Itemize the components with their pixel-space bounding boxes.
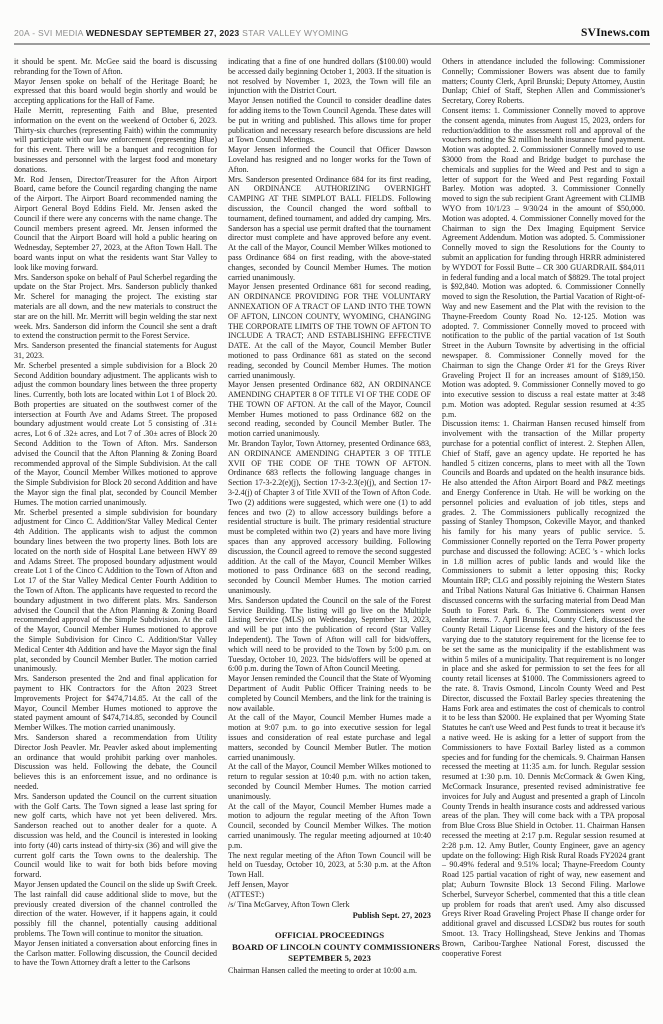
paragraph: Mrs. Sanderson presented the financial statements for August 31, 2023. [14, 341, 217, 360]
paragraph: Mrs. Sanderson presented Ordinance 684 for its first reading, AN ORDINANCE AUTHORIZING OVERNIGHT CAMPING AT THE SIMPLOT BALL FIELDS. Following discussion, the Council changed the word softball to tournament, defined tournament, and added dry camping. Mrs. Sanderson has a special use permit drafted that the tournament director must complete and have approved before any event. At the call of the Mayor, Council Member Wilkes motioned to pass Ordinance 684 on first reading, with the above-stated changes, seconded by Council Member Humes. The motion carried unanimously. [228, 174, 431, 282]
paragraph: it should be spent. Mr. McGee said the board is discussing rebranding for the Town of Afton. [14, 57, 217, 76]
paragraph: indicating that a fine of one hundred dollars ($100.00) would be accessed daily beginning October 1, 2003. If the situation is not resolved by November 1, 2023, the Town will file an injunction with the District Court. [228, 57, 431, 96]
paragraph: Mayor Jensen presented Ordinance 681 for second reading, AN ORDINANCE PROVIDING FOR THE VOLUNTARY ANNEXATION OF A TRACT OF LAND INTO THE TOWN OF AFTON, LINCON COUNTY, WYOMING, CHANGING THE CORPORATE LIMITS OF THE TOWN OF AFTON TO INCLUDE A TRACT; AND ESTABLISHING EFFECTIVE DATE. At the call of the Mayor, Council Member Butler motioned to pass Ordinance 681 as stated on the second reading, seconded by Council Member Humes. The motion carried unanimously. [228, 282, 431, 380]
paragraph: Consent items: 1. Commissioner Connelly moved to approve the consent agenda, minutes from August 15, 2023, orders for reduction/addition to the assessment roll and approval of the vouchers noting the $2 million health insurance fund payment. Motion was adopted. 2. Commissioner Connelly moved to use $3000 from the Road and Bridge budget to purchase the chemicals and supplies for the Weed and Pest and to sign a letter of support for the Weed and Pest regarding Foxtail Barley. Motion was adopted. 3. Commissioner Connelly moved to sign the sub recipient Grant Agreement with CLIMB WYO from 10/1/23 – 9/30/24 in the amount of $50,000. Motion was adopted. 4. Commissioner Connelly moved for the Chairman to sign the Dex Imaging Equipment Service Agreement Addendum. Motion was adopted. 5. Commissioner Connelly moved to sign the Resolutions for the County to submit an application for funding through HRRR administered by WYDOT for Fossil Butte – CR 300 GUARDRAIL $84,011 in federal funding and a local match of $8829. The total project is $92,840. Motion was adopted. 6. Commissioner Connelly moved to sign the Resolution, the Partial Vacation of Right-of-Way and new Easement and the Plat with the revision to the Thayne-Freedom County Road No. 12-125. Motion was adopted. 7. Commissioner Connelly moved to proceed with notification to the public of the partial vacation of 1st South Street in the Auburn Townsite by advertising in the official newspaper. 8. Commissioner Connelly moved for the Chairman to sign the Change Order #1 for the Greys River Graveling Project II for an increases amount of $189,150. Motion was adopted. 9. Commissioner Connelly moved to go into executive session to discuss a real estate matter at 3:48 p.m. Motion was adopted. Regular session resumed at 4:35 p.m. [442, 105, 645, 419]
paragraph: At the call of the Mayor, Council Member Humes made a motion to adjourn the regular meeting of the Afton Town Council, seconded by Council Member Wilkes. The motion carried unanimously. The regular meeting adjourned at 10:40 p.m. [228, 801, 431, 850]
paragraph: Mayor Jensen reminded the Council that the State of Wyoming Department of Audit Public Officer Training needs to be completed by Council Members, and the link for the training is now available. [228, 674, 431, 713]
website-label: SVInews.com [581, 27, 650, 39]
paragraph: Mr. Rod Jensen, Director/Treasurer for the Afton Airport Board, came before the Council regarding changing the name of the Airport. The Airport Board recommended naming the Airport General Boyd Eddins Field. Mr. Jensen asked the Council if there were any concerns with the name change. The Council members present agreed. Mr. Jensen informed the Council that the Airport Board will hold a public hearing on Wednesday, September 27, 2023, at the Afton Town Hall. The board wants input on what the residents want Star Valley to look like moving forward. [14, 174, 217, 272]
heading-line-2: BOARD OF LINCOLN COUNTY COMMISSIONERS [232, 941, 441, 952]
paragraph: Mr. Scherbel presented a simple subdivision for a Block 20 Second Addition boundary adjustment. The applicants wish to adjust the common boundary lines between the three property lines. Currently, both lots are located within Lot 1 of Block 20. Both properties are situated on the southwest corner of the intersection at Fourth Ave and Adams Street. The proposed boundary adjustment would create Lot 5 consisting of .31± acres, Lot 6 of .32± acres, and Lot 7 of .30± acres of Block 20 Second Addition to the Town of Afton. Mrs. Sanderson advised the Council that the Afton Planning & Zoning Board recommended approval of the Simple Subdivision. At the call of the Mayor, Council Member Wilkes motioned to approve the Simple Subdivision for Block 20 second Addition and have the Mayor sign the final plat, seconded by Council Member Humes. The motion carried unanimously. [14, 360, 217, 507]
signature-mayor: Jeff Jensen, Mayor [228, 879, 289, 889]
signature-clerk: /s/ Tina McGarvey, Afton Town Clerk [228, 899, 350, 909]
article-columns [14, 57, 650, 976]
heading-line-1: OFFICIAL PROCEEDINGS [274, 930, 385, 941]
masthead [14, 27, 650, 43]
paragraph: Chairman Hansen called the meeting to order at 10:00 a.m. [228, 966, 418, 976]
news-column-3 [442, 57, 645, 976]
paragraph: Haile Merritt, representing Faith and Blue, presented information on the event on the weekend of October 6, 2023. Thirty-six churches (representing Faith) within the community will participate with our law enforcement (representing Blue) for this event. There will be a banquet and recognition for businesses and personnel with the largest food and monetary donations. [14, 105, 217, 174]
paragraph: Mayor Jensen initiated a conversation about enforcing fines in the Carlson matter. Following discussion, the Council decided to have the Town Attorney draft a letter to the Carlsons [14, 938, 217, 968]
paragraph: Mrs. Sanderson presented the 2nd and final application for payment to HK Contractors for the Afton 2023 Street Improvements Project for $474,714.85. At the call of the Mayor, Council Member Humes motioned to approve the stated payment amount of $474,714.85, seconded by Council Member Wilkes. The motion carried unanimously. [14, 674, 217, 733]
paragraph: Mrs. Sanderson updated the Council on the sale of the Forest Service Building. The listing will go live on the Multiple Listing Service (MLS) on Wednesday, September 13, 2023, and will be put into the publication of record (Star Valley Independent). The Town of Afton will call for bids/offers, which will need to be provided to the Town by 5:00 p.m. on Tuesday, October 10, 2023. The bids/offers will be opened at 6:00 p.m. during the Town of Afton Council Meeting. [228, 595, 431, 674]
masthead-left [14, 28, 349, 38]
paragraph: Mayor Jensen notified the Council to consider deadline dates for adding items to the Town Council Agenda. These dates will be put in writing and published. This allows time for proper publication and necessary research before discussions are held at Town Council Meetings. [228, 96, 431, 145]
paragraph: Mr. Scherbel presented a simple subdivision for boundary adjustment for Cinco C. Addition/Star Valley Medical Center 4th Addition. The applicants wish to adjust the common boundary lines between the two property lines. Both lots are located on the north side of Hospital Lane between HWY 89 and Adams Street. The proposed boundary adjustment would create Lot 1 of the Cinco C Addition to the Town of Afton and Lot 17 of the Star Valley Medical Center Fourth Addition to the Town of Afton. The applicants have requested to record the boundary adjustment in two different plats. Mrs. Sanderson advised the Council that the Afton Planning & Zoning Board recommended approval of the Simple Subdivision. At the call of the Mayor, Council Member Humes motioned to approve the Simple Subdivision for Cinco C. Addition/Star Valley Medical Center 4th Addition and have the Mayor sign the final plat, seconded by Council Member Butler. The motion carried unanimously. [14, 507, 217, 674]
paragraph: Mr. Brandon Taylor, Town Attorney, presented Ordinance 683, AN ORDINANCE AMENDING CHAPTER 3 OF TITLE XVII OF THE CODE OF THE TOWN OF AFTON. Ordinance 683 reflects the following language changes in Section 17-3-2.2(e)(j), Section 17-3-2.3(e)(j), and Section 17-3-2.4(j) of Chapter 3 of Title XVII of the Town of Afton Code. Two (2) additions were suggested, which were one (1) to add fences and two (2) to allow accessory buildings before a residential structure is built. The primary residential structure must be completed within two (2) years and have more living spaces than any approved accessory building. Following discussion, the Council agreed to remove the second suggested addition. At the call of the Mayor, Council Member Wilkes motioned to pass Ordinance 683 on the second reading, seconded by Council Member Humes. The motion carried unanimously. [228, 439, 431, 596]
paragraph: Others in attendance included the following: Commissioner Connelly; Commissioner Bowers was absent due to family matters; County Clerk, April Brunski; Deputy Attorney, Austin Dunlap; Chief of Staff, Stephen Allen and Commissioner's Secretary, Corey Roberts. [442, 57, 645, 106]
news-column-1 [14, 57, 217, 976]
paragraph: Mayor Jensen presented Ordinance 682, AN ORDINANCE AMENDING CHAPTER 8 OF TITLE VI OF THE CODE OF THE TOWN OF AFTON. At the call of the Mayor, Council Member Humes motioned to pass Ordinance 682 on the second reading, seconded by Council Member Butler. The motion carried unanimously. [228, 380, 431, 439]
paragraph: At the call of the Mayor, Council Member Humes made a motion at 9:07 p.m. to go into executive session for legal issues and consideration of real estate purchase and legal matters, seconded by Council Member Butler. The motion carried unanimously. [228, 713, 431, 762]
paragraph: Mayor Jensen spoke on behalf of the Heritage Board; he expressed that this board would begin shortly and would be accepting applications for the Hall of Fame. [14, 76, 217, 106]
paragraph: Mayor Jensen informed the Council that Officer Dawson Loveland has resigned and no longer works for the Town of Afton. [228, 145, 431, 174]
paragraph: Mayor Jensen updated the Council on the slide up Swift Creek. The last rainfall did cause additional slide to move, but the previously created diversion of the channel controlled the direction of the water. However, if it happens again, it could possibly fill the channel, potentially causing additional problems. The Town will continue to monitor the situation. [14, 879, 217, 938]
paragraph: Mrs. Sanderson spoke on behalf of Paul Scherbel regarding the update on the Star Project. Mrs. Sanderson publicly thanked Mr. Scherel for managing the project. The existing star materials are all down, and the new materials to construct the star are on the hill. Mr. Merritt will begin welding the star next week. Mrs. Sanderson did inform the Council she sent a draft to extend the construction permit to the Forest Service. [14, 272, 217, 341]
official-proceedings-heading [232, 930, 441, 964]
news-column-2 [228, 57, 441, 976]
page-label: 20A - SVI MEDIA [14, 28, 84, 38]
paragraph: Mrs. Sanderson shared a recommendation from Utility Director Josh Peavler. Mr. Peavler asked about implementing an ordinance that would prohibit parking over manholes. Discussion was held. Following the debate, the Council believes this is an enforcement issue, and no ordinance is needed. [14, 732, 217, 791]
publish-date-line: Publish Sept. 27, 2023 [352, 911, 431, 921]
issue-date: WEDNESDAY SEPTEMBER 27, 2023 [85, 28, 240, 38]
paragraph: Discussion items: 1. Chairman Hansen recused himself from involvement with the transaction of the Millar property purchase for a potential conflict of interest. 2. Stephen Allen, Chief of Staff, gave an agency update. He reported he has handled 5 citizen concerns, plans to meet with all the Town Councils and Boards and updated on the health insurance bids. He also attended the Afton Airport Board and P&Z meetings and Energy Conference in Utah. He will be working on the personnel policies and evaluation of job titles, steps and grades. 2. The Commissioners publically recognized the passing of Stanley Thompson, Cokeville Mayor, and thanked his family for his many years of public service. 5. Commissioner Connelly reported on the Terra Power property purchase and discussed the following: ACEC 's - which locks in 1.8 million acres of public lands and would like the Commissioners to submit a letter opposing this; Rocky Mountain IRP; CLG and possibly rejoining the Western States and Tribal Nations Natural Gas Initiative 6. Chairman Hansen discussed concerns with the surfacing material from Dead Man South to Forest Park. 6. The Commissioners went over calendar items. 7. April Brunski, County Clerk, discussed the County Retail Liquor License fees and the history of the fees varying due to the statutory requirement for the license fee to be set the same as the municipality if the establishment was within 5 miles of a municipality. That requirement is no longer in place and she asked for permission to set the fees for all county retail licenses at $1000. The Commissioners agreed to the rate. 8. Travis Osmond, Lincoln County Weed and Pest Director, discussed the Foxtail Barley species threatening the Hams Fork area and estimates the cost of chemicals to control it to be less than $2000. He explained that per Wyoming State Statutes he can't use Weed and Pest funds to treat it because it's a native weed. He is asking for a letter of support from the Commissioners to have Foxtail Barley listed as a common species and for funding for the chemicals. 9. Chairman Hansen recessed the meeting at 11:35 a.m. for lunch. Regular session resumed at 1:30 p.m. 10. Dennis McCormack & Gwen King, McCormack Insurance, presented revised administrative fee invoices for July and August and presented a graph of Lincoln County Trends in health insurance costs and addressed various areas of the plan. They will come back with a TPA proposal from Blue Cross Blue Shield in October. 11. Chairman Hansen recessed the meeting at 2:17 p.m. Regular session resumed at 2:28 p.m. 12. Amy Butler, County Engineer, gave an agency update on the following: High Risk Rural Roads FY2024 grant – 90.49% federal and 9.51% local; Thayne-Freedom County Road 125 partial vacation of right of way, new easement and plat; Auburn Townsite Block 13 Second Filing. Marlowe Scherbel, Surveyor Scherbel, commented that this a title clean up problem for roads that aren't used. Amy also discussed Greys River Road Graveling Project Phase II change order for additional gravel and discussed LCSD#2 bus routes for south Smoot. 13. Tracy Hollingshead, Steve Jenkins and Thomas Brown, Caribou-Targhee National Forest, discussed the cooperative Forest [442, 419, 645, 958]
paragraph: At the call of the Mayor, Council Member Wilkes motioned to return to regular session at 10:40 p.m. with no action taken, seconded by Council Member Humes. The motion carried unanimously. [228, 762, 431, 801]
paragraph: Mrs. Sanderson updated the Council on the current situation with the Golf Carts. The Town signed a lease last spring for new golf carts, which have not yet been delivered. Mrs. Sanderson reached out to another dealer for a quote. A discussion was held, and the Council is interested in looking into forty (40) carts instead of thirty-six (36) and will give the current golf carts the Town owns to the dealership. The Council would like to wait for both bids before moving forward. [14, 791, 217, 880]
masthead-rule [14, 43, 650, 45]
paragraph: The next regular meeting of the Afton Town Council will be held on Tuesday, October 10, 2023, at 5:30 p.m. at the Afton Town Hall. [228, 850, 431, 880]
issue-location: STAR VALLEY WYOMING [242, 28, 349, 38]
attest-label: (ATTEST:) [228, 889, 265, 899]
heading-line-3: SEPTEMBER 5, 2023 [288, 952, 371, 963]
